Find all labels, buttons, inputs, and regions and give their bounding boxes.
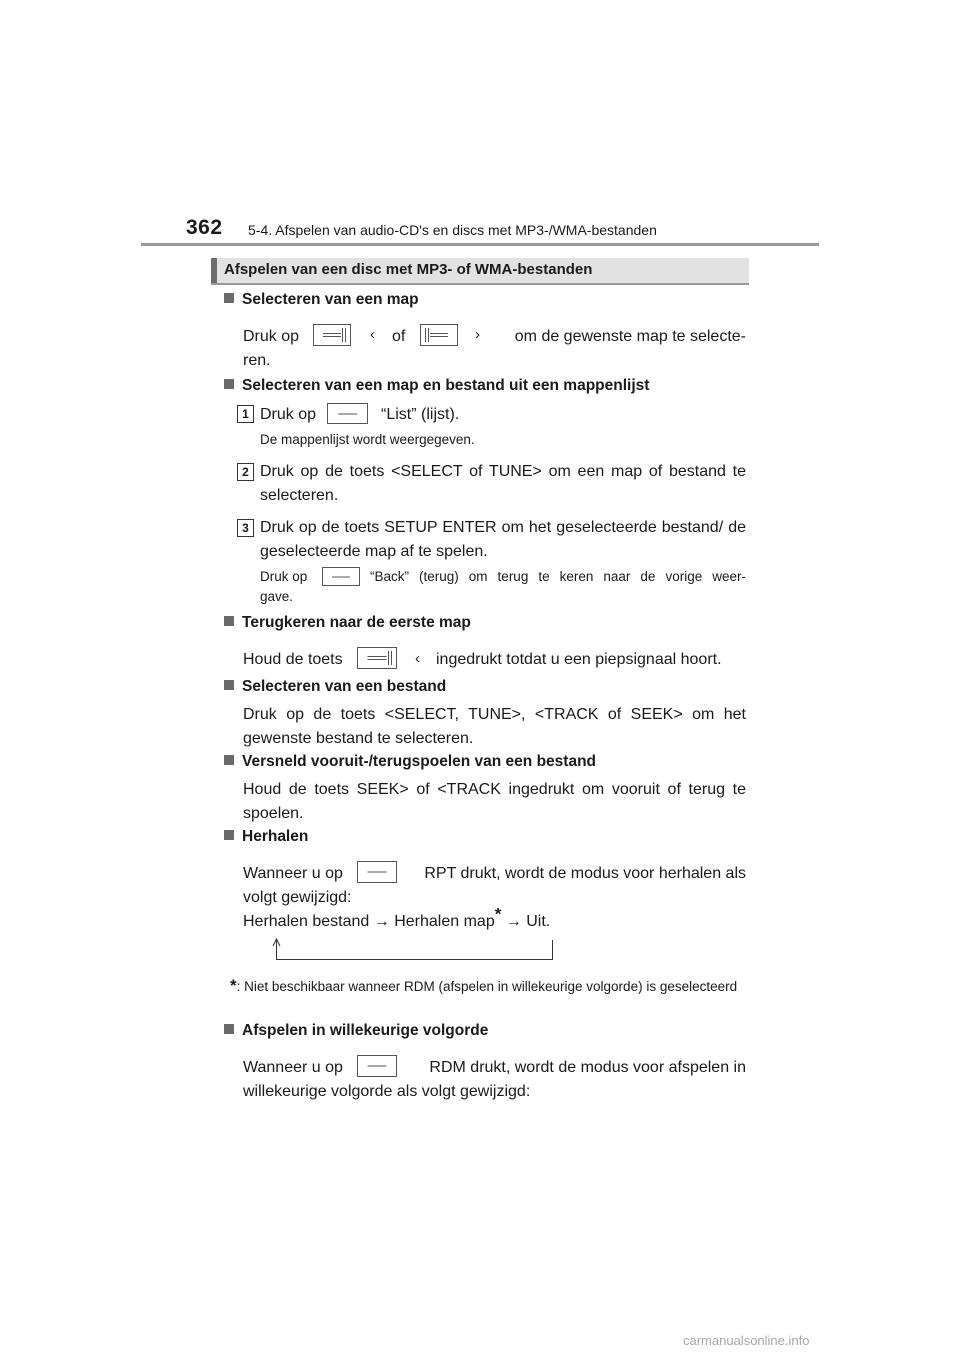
repeat-text-c: volgt gewijzigd: [243, 889, 352, 906]
square-bullet-icon [224, 1024, 234, 1034]
step1-note: De mappenlijst wordt weergegeven. [260, 432, 475, 447]
subheading-folder-list: Selecteren van een map en bestand uit een mappenlijst [224, 377, 649, 395]
chevron-right-icon: › [475, 326, 480, 343]
file-select-text: Druk op de toets <SELECT, TUNE>, <TRACK of SEEK> om het gewenste bestand te selecteren. [243, 706, 746, 747]
square-bullet-icon [224, 755, 234, 765]
subheading-repeat: Herhalen [224, 828, 308, 846]
back-note-c: gave. [260, 589, 294, 604]
repeat-cycle: Herhalen bestand → Herhalen map* → Uit. [243, 904, 551, 930]
step2-text: Druk op de toets <SELECT of TUNE> om een map of bestand te selecteren. [260, 463, 746, 504]
folder-down-button-icon [313, 324, 351, 346]
section-heading [211, 258, 749, 285]
subheading-folder-select: Selecteren van een map [224, 291, 419, 309]
random-text-b: RDM drukt, wordt de modus voor afspelen in [429, 1059, 746, 1076]
section-heading-bar [211, 258, 217, 283]
cycle-return-bracket [276, 940, 553, 960]
step-number-2: 2 [237, 463, 254, 481]
folder-select-rest: om de gewenste map te selecte- [514, 328, 746, 345]
square-bullet-icon [224, 293, 234, 303]
folder-select-text: Druk op [243, 328, 300, 345]
rdm-button-icon [357, 1055, 397, 1077]
step3-text: Druk op de toets SETUP ENTER om het geselecteerde bestand/ de geselecteerde map af te spelen. [260, 519, 746, 560]
first-folder-text-b: ingedrukt totdat u een piepsignaal hoort. [436, 651, 722, 668]
list-button-icon [327, 403, 368, 424]
square-bullet-icon [224, 379, 234, 389]
first-folder-text-a: Houd de toets [243, 651, 343, 668]
back-note-b: “Back” (terug) om terug te keren naar de vorige weer- [370, 569, 746, 584]
subheading-first-folder: Terugkeren naar de eerste map [224, 614, 471, 632]
step1-text-b: “List” (lijst). [381, 406, 460, 423]
page-number: 362 [186, 216, 223, 239]
step-number-3: 3 [237, 519, 254, 537]
footnote: *: Niet beschikbaar wanneer RDM (afspelen in willekeurige volgorde) is geselecteerd [230, 976, 738, 995]
random-text-c: willekeurige volgorde als volgt gewijzigd: [243, 1083, 531, 1100]
or-word: of [392, 328, 406, 345]
subheading-fast: Versneld vooruit-/terugspoelen van een bestand [224, 753, 596, 771]
random-text-a: Wanneer u op [243, 1059, 343, 1076]
rpt-button-icon [357, 861, 397, 883]
fast-text: Houd de toets SEEK> of <TRACK ingedrukt om vooruit of terug te spoelen. [243, 781, 746, 822]
square-bullet-icon [224, 680, 234, 690]
step-number-1: 1 [237, 405, 254, 423]
back-button-icon [322, 567, 360, 586]
subheading-file-select: Selecteren van een bestand [224, 678, 446, 696]
repeat-text-b: RPT drukt, wordt de modus voor herhalen als [424, 865, 746, 882]
chevron-left-icon: ‹ [415, 650, 420, 667]
chapter-title: 5-4. Afspelen van audio-CD's en discs met MP3-/WMA-bestanden [248, 222, 657, 238]
folder-down-button-icon [357, 647, 397, 669]
section-heading-text: Afspelen van een disc met MP3- of WMA-bestanden [224, 261, 593, 278]
arrow-up-icon [272, 938, 281, 960]
folder-up-button-icon [420, 324, 458, 346]
watermark: carmanualsonline.info [683, 1333, 810, 1348]
back-note-a: Druk op [260, 569, 308, 584]
subheading-random: Afspelen in willekeurige volgorde [224, 1022, 488, 1040]
chevron-left-icon: ‹ [370, 326, 375, 343]
square-bullet-icon [224, 830, 234, 840]
square-bullet-icon [224, 616, 234, 626]
repeat-text-a: Wanneer u op [243, 865, 343, 882]
header-rule [141, 243, 819, 246]
step1-text-a: Druk op [260, 406, 317, 423]
folder-select-line2: ren. [243, 352, 271, 369]
